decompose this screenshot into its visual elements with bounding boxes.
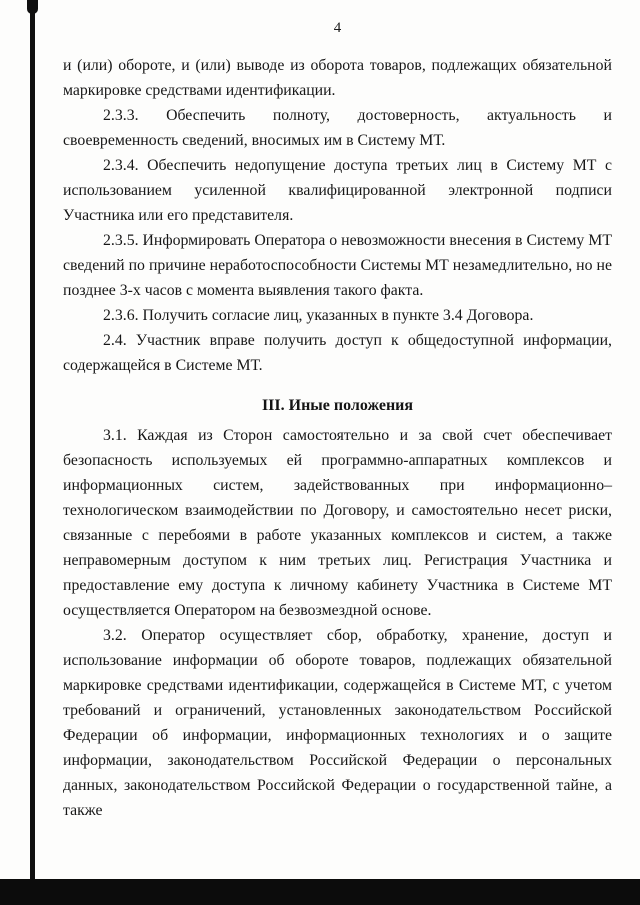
paragraph-2-4: 2.4. Участник вправе получить доступ к общедоступной информации, содержащейся в Системе МТ. [63,332,612,374]
paragraph-2-3-5: 2.3.5. Информировать Оператора о невозможности внесения в Систему МТ сведений по причине неработоспособности Системы МТ незамедлительно, но не позднее 3-х часов с момента выявления такого факта. [63,232,612,299]
scan-edge-left-line [30,0,35,880]
paragraph-2-3-6: 2.3.6. Получить согласие лиц, указанных в пункте 3.4 Договора. [103,307,534,324]
paragraph-2-3-4: 2.3.4. Обеспечить недопущение доступа третьих лиц в Систему МТ с использованием усиленной квалифицированной электронной подписи Участника или его представителя. [63,157,612,224]
scan-edge-left-top-blob [27,0,38,14]
paragraph-3-2: 3.2. Оператор осуществляет сбор, обработку, хранение, доступ и использование информации об обороте товаров, подлежащих обязательной маркировке средствами идентификации, содержащейся в Системе МТ, с учетом требований и ограничений, установленных законодательством Российской Федерации об информации, информационных технологиях и о защите информации, законодательством Российской Федерации о персональных данных, законодательством Российской Федерации о государственной тайне, а также [63,627,612,819]
page-number: 4 [333,20,342,36]
paragraph-3-1: 3.1. Каждая из Сторон самостоятельно и за свой счет обеспечивает безопасность используемых ей программно-аппаратных комплексов и информационных систем, задействованных при информационно–технологическом взаимодействии по Договору, и самостоятельно несет риски, связанные с перебоями в работе указанных комплексов и систем, а также неправомерным доступом к ним третьих лиц. Регистрация Участника и предоставление ему доступа к личному кабинету Участника в Системе МТ осуществляется Оператором на безвозмездной основе. [63,427,612,619]
section-heading: III. Иные положения [261,397,414,414]
page-body [63,20,612,823]
paragraph-2-3-3: 2.3.3. Обеспечить полноту, достоверность, актуальность и своевременность сведений, вносимых им в Систему МТ. [63,107,612,149]
paragraph-continuation: и (или) обороте, и (или) выводе из оборота товаров, подлежащих обязательной маркировке средствами идентификации. [63,57,612,99]
scan-edge-bottom-bar [0,879,640,905]
